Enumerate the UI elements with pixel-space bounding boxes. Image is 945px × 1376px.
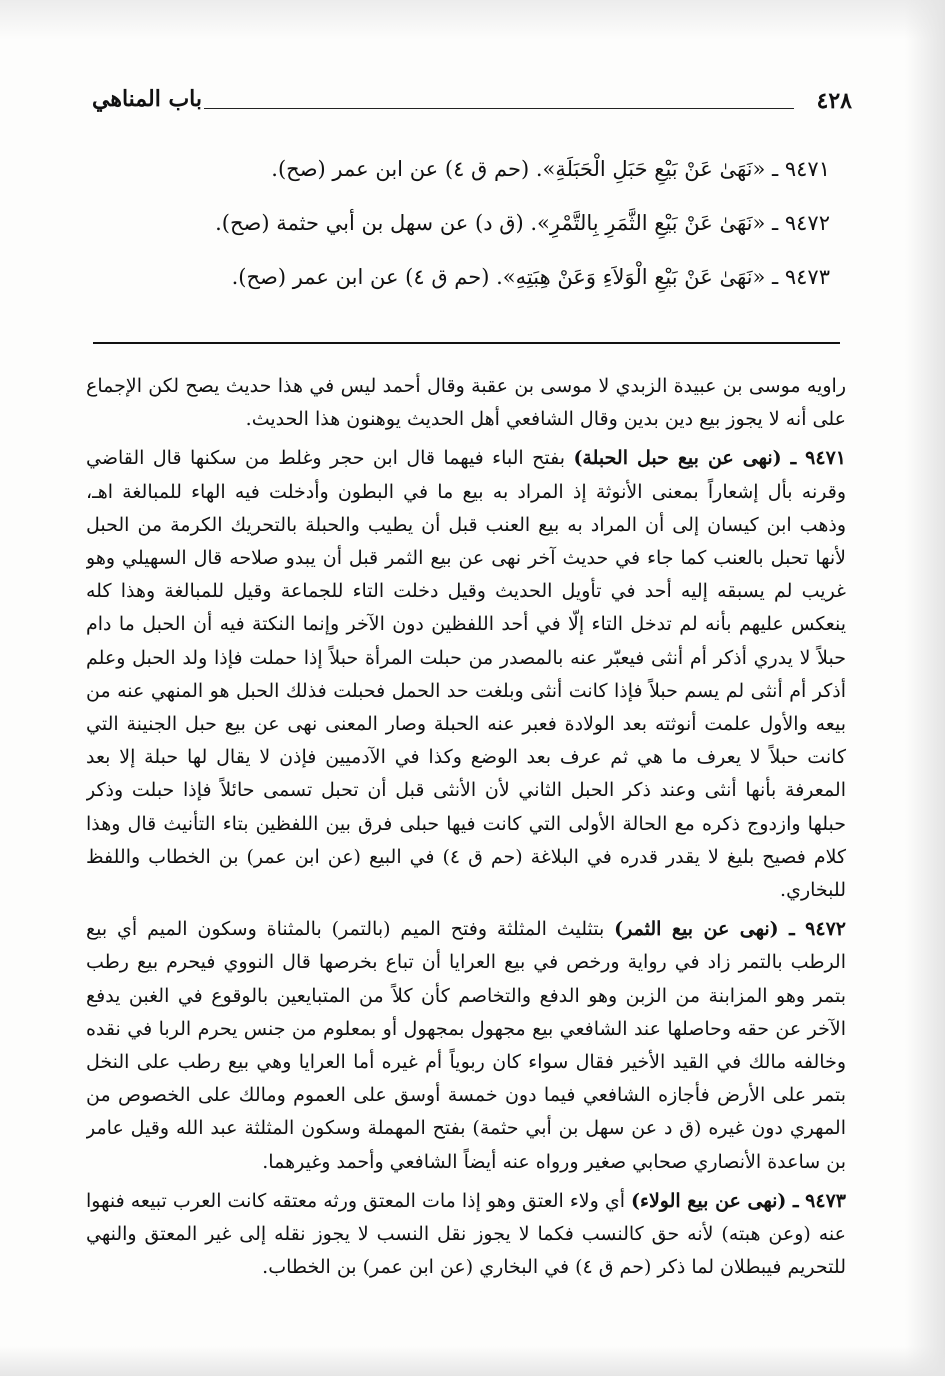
hadith-list <box>160 142 830 304</box>
scan-shadow-top <box>0 0 945 40</box>
scan-shadow-right <box>905 0 945 1376</box>
hadith-9471: ٩٤٧١ ـ «نَهَىٰ عَنْ بَيْعِ حَبَلِ الْحَبَلَةِ». (حم ق ٤) عن ابن عمر (صح). <box>271 157 830 181</box>
commentary-lead: ٩٤٧٣ ـ (نهى عن بيع الولاء) <box>631 1189 846 1212</box>
commentary <box>86 370 846 1360</box>
chapter-title: باب المناهي <box>92 86 203 112</box>
header-rule <box>204 108 794 109</box>
commentary-text: بتثليث المثلثة وفتح الميم (بالتمر) بالمثناة وسكون الميم أي بيع الرطب بالتمر زاد في رواية ورخص في بيع العرايا أن تباع بخرصها قال النووي فيحرم بيع رطب بتمر وهو المزابنة من الزبن وهو الدفع والتخاصم كأن كلاً من المتبايعين بالوقوع في الغبن يدفع الآخر عن حقه وحاصلها عند الشافعي بيع مجهول بمجهول أو بمعلوم من جنس يحرم الربا في نقده وخالفه مالك في القيد الأخير فقال سواء كان ربوياً أم غيره أما العرايا وهي بيع رطب على النخل بتمر على الأرض فأجازه الشافعي فيما دون خمسة أوسق على العموم ومالك على الخصوص من المهري دون غيره (ق د عن سهل بن أبي حثمة) بفتح المهملة وسكون المثلثة عبد الله وقيل عامر بن ساعدة الأنصاري صحابي صغير ورواه عنه أيضاً الشافعي وأحمد وغيرهما. <box>86 918 846 1173</box>
hadith-9473: ٩٤٧٣ ـ «نَهَىٰ عَنْ بَيْعِ الْوَلاَءِ وَعَنْ هِبَتِهِ». (حم ق ٤) عن ابن عمر (صح). <box>231 265 830 289</box>
footnote-separator <box>93 342 840 344</box>
commentary-paragraph-9472 <box>86 913 846 1179</box>
commentary-paragraph-9471 <box>86 442 846 907</box>
commentary-text: بفتح الباء فيهما قال ابن حجر وغلط من سكنها قال القاضي وقرنه بأل إشعاراً بمعنى الأنوثة إذ المراد به بيع ما في البطون وأدخلت فيه الهاء للمبالغة اهـ، وذهب ابن كيسان إلى أن المراد به بيع العنب قبل أن يطيب والحبلة بالتحريك الكرمة من الحبل لأنها تحبل بالعنب كما جاء في حديث آخر نهى عن بيع الثمر قبل أن يبدو صلاحه قال السهيلي وهو غريب لم يسبقه إليه أحد في تأويل الحديث وقيل دخلت التاء للجماعة وقيل للمبالغة وهذا كله ينعكس عليهم بأنه لم تدخل التاء إلّا في أحد اللفظين دون الآخر وإنما النكتة فيه أن الحبل ما دام حبلاً لا يدري أذكر أم أنثى فيعبّر عنه بالمصدر من حبلت المرأة حبلاً إذا حملت فإذا ولد الحبل وعلم أذكر أم أنثى لم يسم حبلاً فإذا كانت أنثى وبلغت حد الحمل فحبلت فذلك الحبل هو المنهي عنه من بيعه والأول علمت أنوثته بعد الولادة فعبر عنه الحبلة وصار المعنى نهى عن بيع حبل الجنينة التي كانت حبلاً لا يعرف ما هي ثم عرف بعد الوضع وكذا في الآدميين فإذن لا يقال لها حبلة إلا بعد المعرفة بأنها أنثى وعند ذكر الحبل الثاني لأن الأنثى قبل أن تحبل تسمى حائلاً فإذا حبلت وذكر حبلها وازدوج ذكره مع الحالة الأولى التي كانت فيها حبلى فرق بين اللفظين بتاء التأنيث قال وهذا كلام فصيح بليغ لا يقدر قدره في البلاغة (حم ق ٤) في البيع (عن ابن عمر) بن الخطاب واللفظ للبخاري. <box>86 447 846 902</box>
commentary-text: أي ولاء العتق وهو إذا مات المعتق ورثه معتقه كانت العرب تبيعه فنهوا عنه (وعن هبته) لأنه حق كالنسب فكما لا يجوز نقل النسب لا يجوز نقله إلى غير المعتق والنهي للتحريم فيبطلان لما ذكر (حم ق ٤) في البخاري (عن ابن عمر) بن الخطاب. <box>86 1189 846 1279</box>
page-number: ٤٢٨ <box>816 88 852 114</box>
commentary-text: راويه موسى بن عبيدة الزبدي لا موسى بن عقبة وقال أحمد ليس في هذا حديث يصح لكن الإجماع على أنه لا يجوز بيع دين بدين وقال الشافعي أهل الحديث يوهنون هذا الحديث. <box>86 375 846 431</box>
running-header <box>92 86 852 122</box>
commentary-paragraph-intro <box>86 370 846 436</box>
commentary-paragraph-9473 <box>86 1185 846 1285</box>
commentary-lead: ٩٤٧٢ ـ (نهى عن بيع الثمر) <box>614 918 846 941</box>
hadith-9472: ٩٤٧٢ ـ «نَهَىٰ عَنْ بَيْعِ الثَّمَرِ بِالتَّمْرِ». (ق د) عن سهل بن أبي حثمة (صح). <box>215 211 830 235</box>
commentary-lead: ٩٤٧١ ـ (نهى عن بيع حبل الحبلة) <box>573 447 846 470</box>
